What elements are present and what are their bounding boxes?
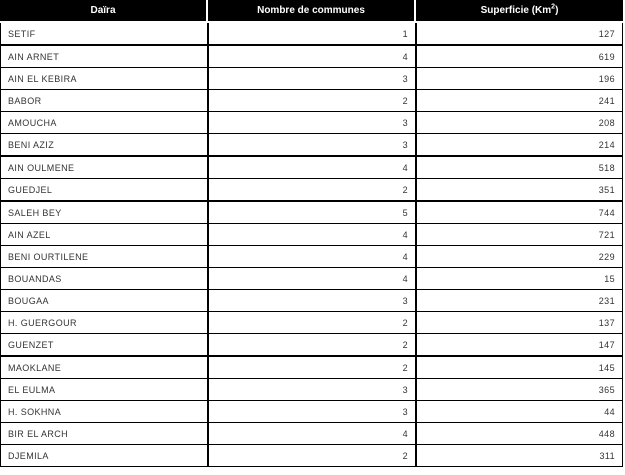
table-body [0, 23, 623, 467]
header-superficie-close: ) [555, 5, 559, 16]
cell-superficie: 231 [416, 290, 623, 312]
cell-daira: AIN ARNET [0, 46, 208, 68]
cell-superficie: 351 [416, 179, 623, 202]
cell-communes: 3 [208, 134, 416, 157]
cell-superficie: 44 [416, 401, 623, 423]
table-row [0, 312, 623, 334]
cell-superficie: 721 [416, 224, 623, 246]
cell-daira: SETIF [0, 23, 208, 46]
table-row [0, 46, 623, 68]
cell-communes: 2 [208, 445, 416, 467]
cell-daira: EL EULMA [0, 379, 208, 401]
cell-superficie: 518 [416, 157, 623, 179]
cell-superficie: 365 [416, 379, 623, 401]
header-superficie-exponent: 2 [551, 3, 556, 11]
cell-communes: 3 [208, 68, 416, 90]
table-row [0, 202, 623, 224]
cell-superficie: 448 [416, 423, 623, 445]
cell-communes: 2 [208, 357, 416, 379]
table-header-row [0, 0, 623, 23]
cell-superficie: 241 [416, 90, 623, 112]
header-communes: Nombre de communes [208, 0, 416, 23]
cell-communes: 2 [208, 334, 416, 357]
cell-communes: 4 [208, 246, 416, 268]
cell-communes: 3 [208, 401, 416, 423]
table-row [0, 379, 623, 401]
cell-daira: DJEMILA [0, 445, 208, 467]
cell-communes: 2 [208, 90, 416, 112]
cell-communes: 3 [208, 379, 416, 401]
cell-communes: 5 [208, 202, 416, 224]
cell-daira: BOUGAA [0, 290, 208, 312]
cell-superficie: 145 [416, 357, 623, 379]
cell-communes: 4 [208, 268, 416, 290]
cell-superficie: 214 [416, 134, 623, 157]
cell-superficie: 196 [416, 68, 623, 90]
cell-daira: AIN EL KEBIRA [0, 68, 208, 90]
cell-daira: GUENZET [0, 334, 208, 357]
cell-communes: 2 [208, 179, 416, 202]
cell-communes: 1 [208, 23, 416, 46]
table-row [0, 290, 623, 312]
table-row [0, 268, 623, 290]
table-row [0, 157, 623, 179]
cell-daira: BABOR [0, 90, 208, 112]
table-row [0, 357, 623, 379]
table-row [0, 68, 623, 90]
cell-communes: 2 [208, 312, 416, 334]
table-row [0, 401, 623, 423]
cell-daira: AIN OULMENE [0, 157, 208, 179]
cell-daira: AIN AZEL [0, 224, 208, 246]
cell-communes: 4 [208, 157, 416, 179]
cell-daira: BIR EL ARCH [0, 423, 208, 445]
cell-daira: H. SOKHNA [0, 401, 208, 423]
header-superficie [416, 0, 623, 23]
cell-superficie: 229 [416, 246, 623, 268]
cell-daira: BENI OURTILENE [0, 246, 208, 268]
cell-daira: H. GUERGOUR [0, 312, 208, 334]
table-row [0, 112, 623, 134]
cell-daira: GUEDJEL [0, 179, 208, 202]
cell-communes: 4 [208, 224, 416, 246]
cell-superficie: 619 [416, 46, 623, 68]
cell-daira: AMOUCHA [0, 112, 208, 134]
cell-superficie: 147 [416, 334, 623, 357]
cell-superficie: 127 [416, 23, 623, 46]
cell-communes: 4 [208, 46, 416, 68]
header-superficie-label: Superficie (Km [480, 5, 552, 16]
cell-superficie: 311 [416, 445, 623, 467]
table-row [0, 334, 623, 357]
table-row [0, 224, 623, 246]
cell-communes: 3 [208, 112, 416, 134]
cell-superficie: 208 [416, 112, 623, 134]
cell-superficie: 744 [416, 202, 623, 224]
table-row [0, 90, 623, 112]
table-row [0, 423, 623, 445]
table-row [0, 445, 623, 467]
table-row [0, 23, 623, 46]
table-row [0, 134, 623, 157]
cell-communes: 4 [208, 423, 416, 445]
cell-superficie: 15 [416, 268, 623, 290]
table-row [0, 179, 623, 202]
table-row [0, 246, 623, 268]
cell-daira: BOUANDAS [0, 268, 208, 290]
cell-communes: 3 [208, 290, 416, 312]
cell-daira: SALEH BEY [0, 202, 208, 224]
header-daira: Daïra [0, 0, 208, 23]
cell-daira: MAOKLANE [0, 357, 208, 379]
cell-superficie: 137 [416, 312, 623, 334]
cell-daira: BENI AZIZ [0, 134, 208, 157]
